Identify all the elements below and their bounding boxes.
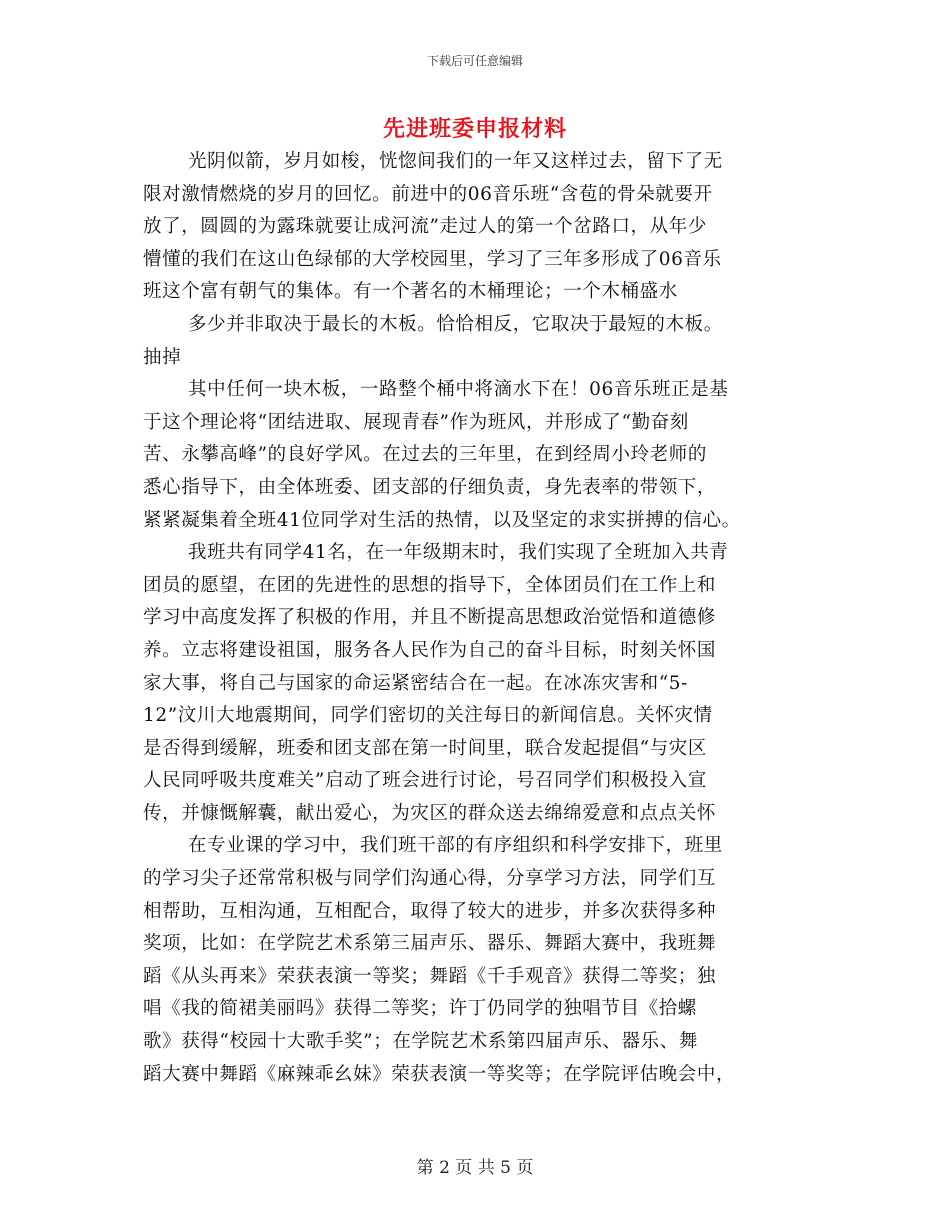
- text-line: 相帮助，互相沟通，互相配合，取得了较大的进步，并多次获得多种: [143, 900, 717, 922]
- text-line: 奖项，比如：在学院艺术系第三届声乐、器乐、舞蹈大赛中，我班舞: [143, 933, 717, 955]
- text-line: 的学习尖子还常常积极与同学们沟通心得，分享学习方法，同学们互: [143, 868, 717, 890]
- text-line: 其中任何一块木板，一路整个桶中将滴水下在！06音乐班正是基: [188, 379, 729, 401]
- text-line: 人民同呼吸共度难关”启动了班会进行讨论，号召同学们积极投入宣: [143, 770, 707, 792]
- page-number-footer: 第 2 页 共 5 页: [416, 1158, 534, 1178]
- text-line: 限对激情燃烧的岁月的回忆。前进中的06音乐班“含苞的骨朵就要开: [143, 183, 713, 205]
- text-line: 学习中高度发挥了积极的作用，并且不断提高思想政治觉悟和道德修: [143, 607, 717, 629]
- text-line: 放了，圆圆的为露珠就要让成河流”走过人的第一个岔路口，从年少: [143, 216, 707, 238]
- text-line: 悉心指导下，由全体班委、团支部的仔细负责，身先表率的带领下，: [143, 476, 717, 498]
- text-line: 家大事，将自己与国家的命运紧密结合在一起。在冰冻灾害和“5-: [143, 672, 688, 694]
- text-line: 传，并慷慨解囊，献出爱心，为灾区的群众送去绵绵爱意和点点关怀: [143, 802, 717, 824]
- text-line: 我班共有同学41名，在一年级期末时，我们实现了全班加入共青: [188, 542, 729, 564]
- text-line: 歌》获得“校园十大歌手奖”；在学院艺术系第四届声乐、器乐、舞: [143, 1031, 698, 1053]
- text-line: 在专业课的学习中，我们班干部的有序组织和科学安排下，班里: [188, 835, 723, 857]
- text-line: 蹈《从头再来》荣获表演一等奖；舞蹈《千手观音》获得二等奖；独: [143, 965, 717, 987]
- text-line: 多少并非取决于最长的木板。恰恰相反，它取决于最短的木板。: [188, 313, 723, 335]
- header-note: 下载后可任意编辑: [426, 54, 523, 68]
- text-line: 蹈大赛中舞蹈《麻辣乖幺妹》荣获表演一等奖等；在学院评估晚会中，: [143, 1063, 736, 1085]
- text-line: 抽掉: [143, 346, 182, 368]
- text-line: 养。立志将建设祖国，服务各人民作为自己的奋斗目标，时刻关怀国: [143, 639, 717, 661]
- document-body: [143, 146, 813, 1091]
- text-line: 紧紧凝集着全班41位同学对生活的热情，以及坚定的求实拼搏的信心。: [143, 509, 741, 531]
- text-line: 12”汶川大地震期间，同学们密切的关注每日的新闻信息。关怀灾情: [143, 705, 713, 727]
- text-line: 光阴似箭，岁月如梭，恍惚间我们的一年又这样过去，留下了无: [188, 151, 723, 172]
- text-line: 唱《我的简裙美丽吗》获得二等奖；许丁仍同学的独唱节目《拾螺: [143, 998, 697, 1020]
- text-line: 是否得到缓解，班委和团支部在第一时间里，联合发起提倡“与灾区: [143, 737, 707, 759]
- text-line: 班这个富有朝气的集体。有一个著名的木桶理论；一个木桶盛水: [143, 281, 678, 303]
- text-line: 于这个理论将“团结进取、展现青春”作为班风，并形成了“勤奋刻: [143, 411, 689, 433]
- document-title: 先进班委申报材料: [382, 116, 567, 142]
- text-line: 团员的愿望，在团的先进性的思想的指导下，全体团员们在工作上和: [143, 574, 717, 596]
- text-line: 苦、永攀高峰”的良好学风。在过去的三年里，在到经周小玲老师的: [143, 444, 707, 466]
- text-line: 懵懂的我们在这山色绿郁的大学校园里，学习了三年多形成了06音乐: [143, 248, 722, 270]
